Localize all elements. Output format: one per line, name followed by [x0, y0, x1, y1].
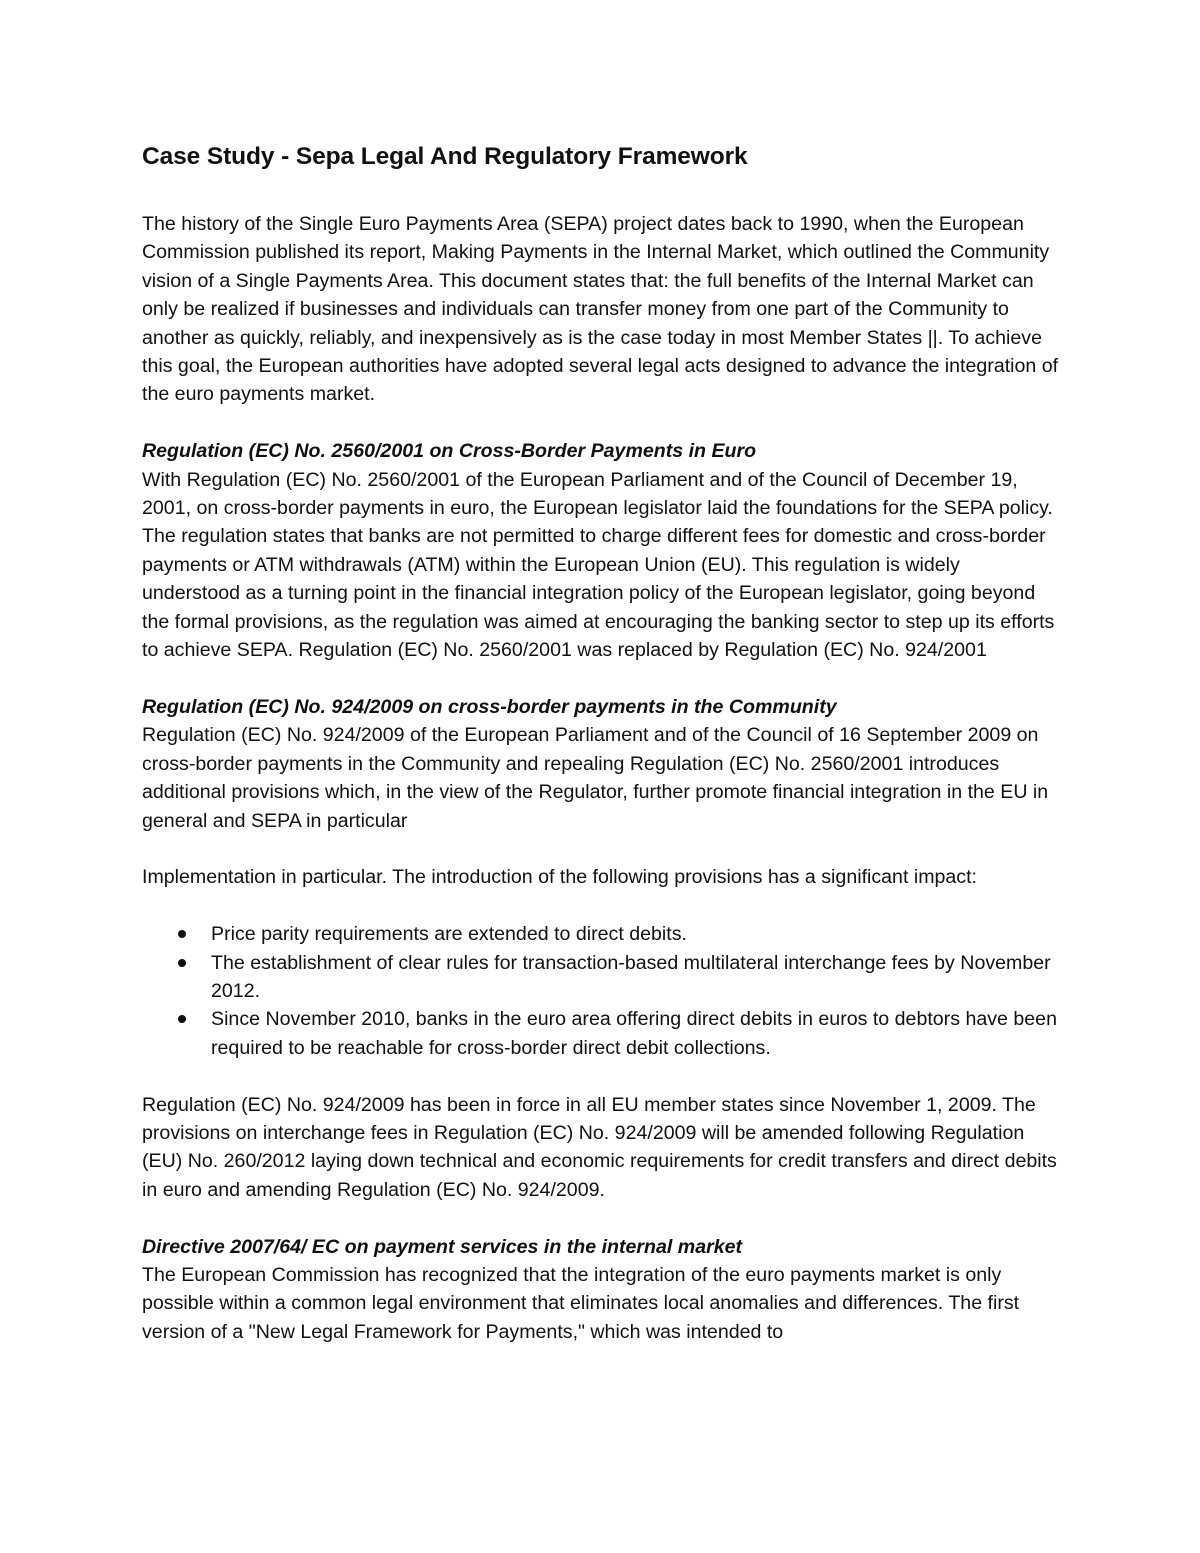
intro-paragraph: The history of the Single Euro Payments Area (SEPA) project dates back to 1990, when the European Commission published its report, Making Payments in the Internal Market, which outlined the Community vision of a Single Payments Area. This document states that: the full benefits of the Internal Market can only be realized if businesses and individuals can transfer money from one part of the Community to another as quickly, reliably, and inexpensively as is the case today in most Member States ||. To achieve this goal, the European authorities have adopted several legal acts designed to advance the integration of the euro payments market.	[142, 213, 1059, 406]
section-body-regulation-2560-2001: With Regulation (EC) No. 2560/2001 of the European Parliament and of the Council of December 19, 2001, on cross-border payments in euro, the European legislator laid the foundations for the SEPA policy. The regulation states that banks are not permitted to charge different fees for domestic and cross-border payments or ATM withdrawals (ATM) within the European Union (EU). This regulation is widely understood as a turning point in the financial integration policy of the European legislator, going beyond the formal provisions, as the regulation was aimed at encouraging the banking sector to step up its efforts to achieve SEPA. Regulation (EC) No. 2560/2001 was replaced by Regulation (EC) No. 924/2001	[142, 468, 1055, 662]
section-body-directive-2007-64: The European Commission has recognized that the integration of the euro payments market is only possible within a common legal environment that eliminates local anomalies and differences. The first version of a "New Legal Framework for Payments," which was intended to	[142, 1263, 1020, 1343]
section-heading-regulation-924-2009: Regulation (EC) No. 924/2009 on cross-border payments in the Community	[142, 695, 837, 718]
list-item-text: Price parity requirements are extended to direct debits.	[211, 923, 687, 946]
section-heading-directive-2007-64: Directive 2007/64/ EC on payment services in the internal market	[142, 1235, 743, 1258]
list-item	[142, 949, 1062, 1006]
provisions-list	[142, 920, 1062, 1062]
bullet-icon	[178, 1015, 186, 1023]
list-item	[142, 920, 1062, 948]
list-item-text: The establishment of clear rules for transaction-based multilateral interchange fees by November 2012.	[211, 951, 1051, 1002]
list-item-text: Since November 2010, banks in the euro area offering direct debits in euros to debtors have been required to be reachable for cross-border direct debit collections.	[211, 1008, 1057, 1059]
implementation-paragraph: Implementation in particular. The introduction of the following provisions has a significant impact:	[142, 866, 977, 889]
document-page	[142, 139, 1062, 1346]
bullet-icon	[178, 959, 186, 967]
bullet-icon	[178, 930, 186, 938]
section-body-regulation-924-2009: Regulation (EC) No. 924/2009 of the European Parliament and of the Council of 16 September 2009 on cross-border payments in the Community and repealing Regulation (EC) No. 2560/2001 introduces additional provisions which, in the view of the Regulator, further promote financial integration in the EU in general and SEPA in particular	[142, 724, 1049, 832]
list-item	[142, 1005, 1062, 1062]
closing-paragraph-regulation-924-2009: Regulation (EC) No. 924/2009 has been in force in all EU member states since November 1, 2009. The provisions on interchange fees in Regulation (EC) No. 924/2009 will be amended following Regulation (EU) No. 260/2012 laying down technical and economic requirements for credit transfers and direct debits in euro and amending Regulation (EC) No. 924/2009.	[142, 1093, 1057, 1201]
section-heading-regulation-2560-2001: Regulation (EC) No. 2560/2001 on Cross-Border Payments in Euro	[142, 440, 757, 463]
document-title: Case Study - Sepa Legal And Regulatory Framework	[142, 143, 748, 170]
